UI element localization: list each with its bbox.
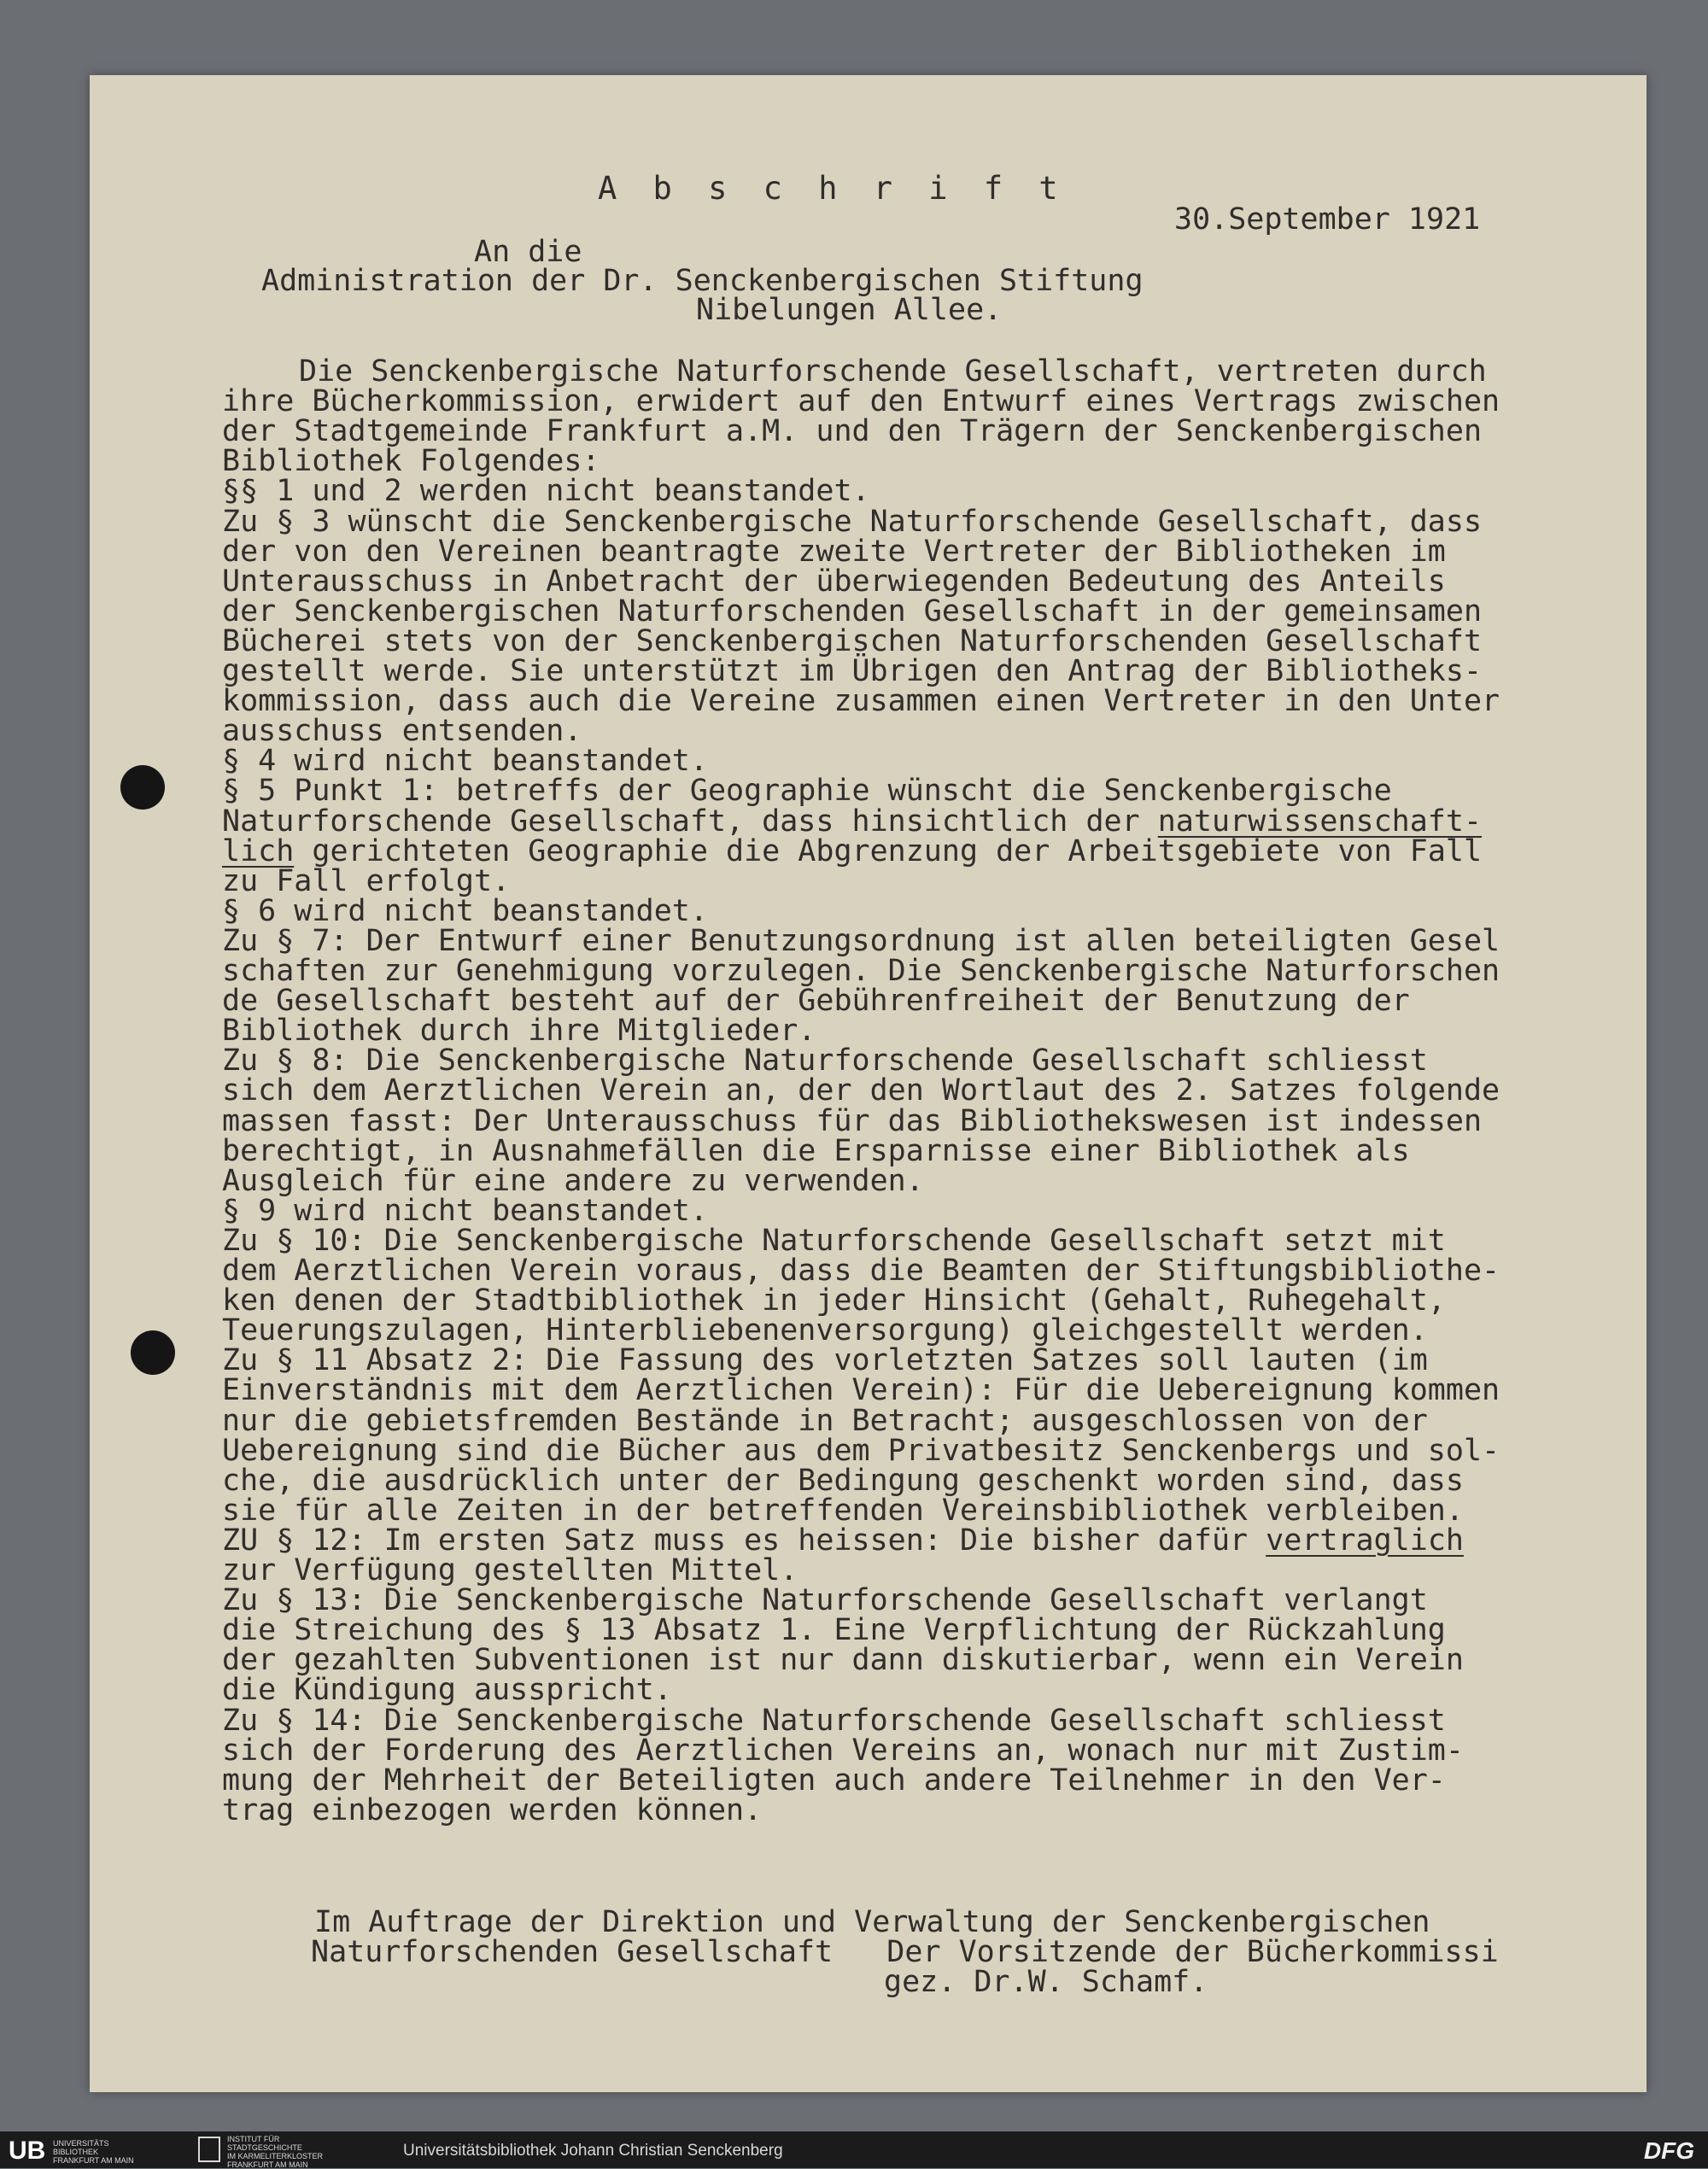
ub-logo: UB xyxy=(9,2137,46,2165)
document-date: 30.September 1921 xyxy=(1174,202,1481,237)
body-line: § 6 wird nicht beanstandet. xyxy=(222,894,708,928)
body-line: zu Fall erfolgt. xyxy=(222,864,511,898)
body-line: Zu § 13: Die Senckenbergische Naturforschende Gesellschaft verlangt xyxy=(222,1583,1428,1617)
address-line: Nibelungen Allee. xyxy=(696,293,1003,327)
body-line: §§ 1 und 2 werden nicht beanstandet. xyxy=(222,474,870,508)
body-line: Einverständnis mit dem Aerztlichen Verein): Für die Uebereignung kommen xyxy=(222,1373,1500,1407)
institut-logo-text: INSTITUT FÜR STADTGESCHICHTE IM KARMELITERKLOSTER FRANKFURT AM MAIN xyxy=(227,2135,324,2169)
body-line: sie für alle Zeiten in der betreffenden Vereinsbibliothek verbleiben. xyxy=(222,1494,1464,1528)
body-line: § 5 Punkt 1: betreffs der Geographie wünscht die Senckenbergische xyxy=(222,774,1392,808)
body-line: trag einbezogen werden können. xyxy=(222,1793,763,1827)
institut-logo-mark xyxy=(198,2137,220,2162)
dfg-logo: DFG xyxy=(1643,2137,1694,2164)
address-line: Administration der Dr. Senckenbergischen Stiftung xyxy=(261,264,1144,298)
body-line: massen fasst: Der Unterausschuss für das Bibliothekswesen ist indessen xyxy=(222,1104,1483,1138)
body-line: Zu § 3 wünscht die Senckenbergische Naturforschende Gesellschaft, dass xyxy=(222,505,1483,539)
body-line: die Streichung des § 13 Absatz 1. Eine Verpflichtung der Rückzahlung xyxy=(222,1613,1446,1647)
body-line: Unterausschuss in Anbetracht der überwiegenden Bedeutung des Anteils xyxy=(222,564,1446,599)
body-line: Zu § 7: Der Entwurf einer Benutzungsordnung ist allen beteiligten Gesel xyxy=(222,924,1500,958)
body-line: Bücherei stets von der Senckenbergischen Naturforschenden Gesellschaft xyxy=(222,624,1483,658)
body-line: der von den Vereinen beantragte zweite Vertreter der Bibliotheken im xyxy=(222,535,1446,569)
body-line: sich der Forderung des Aerztlichen Vereins an, wonach nur mit Zustim- xyxy=(222,1733,1464,1768)
closing-line: Im Auftrage der Direktion und Verwaltung der Senckenbergischen xyxy=(314,1905,1430,1939)
body-line: die Kündigung ausspricht. xyxy=(222,1673,672,1707)
ub-logo-text: UNIVERSITÄTS BIBLIOTHEK FRANKFURT AM MAIN xyxy=(53,2139,134,2165)
body-line: Bibliothek Folgendes: xyxy=(222,444,600,478)
body-line: sich dem Aerztlichen Verein an, der den Wortlaut des 2. Satzes folgende xyxy=(222,1073,1500,1108)
body-line: Ausgleich für eine andere zu verwenden. xyxy=(222,1164,924,1198)
body-line: lich gerichteten Geographie die Abgrenzung der Arbeitsgebiete von Fall xyxy=(222,834,1483,868)
body-line: der Senckenbergischen Naturforschenden Gesellschaft in der gemeinsamen xyxy=(222,594,1483,628)
document-title: A b s c h r i f t xyxy=(598,170,1067,207)
body-line: de Gesellschaft besteht auf der Gebührenfreiheit der Benutzung der xyxy=(222,984,1410,1018)
body-line: Zu § 11 Absatz 2: Die Fassung des vorletzten Satzes soll lauten (im xyxy=(222,1343,1428,1377)
body-line: kommission, dass auch die Vereine zusammen einen Vertreter in den Unter xyxy=(222,684,1500,718)
address-line: An die xyxy=(474,235,582,269)
punch-hole-bottom xyxy=(131,1330,175,1375)
library-name: Universitätsbibliothek Johann Christian Senckenberg xyxy=(403,2142,783,2160)
body-line: gestellt werde. Sie unterstützt im Übrigen den Antrag der Bibliotheks- xyxy=(222,654,1483,688)
document-page xyxy=(90,75,1647,2092)
closing-line: Naturforschenden Gesellschaft Der Vorsitzende der Bücherkommissi xyxy=(311,1935,1499,1969)
body-line: mung der Mehrheit der Beteiligten auch andere Teilnehmer in den Ver- xyxy=(222,1763,1446,1798)
body-line: Teuerungszulagen, Hinterbliebenenversorgung) gleichgestellt werden. xyxy=(222,1313,1428,1348)
body-line: dem Aerztlichen Verein voraus, dass die Beamten der Stiftungsbibliothe- xyxy=(222,1254,1500,1288)
body-line: ihre Bücherkommission, erwidert auf den Entwurf eines Vertrags zwischen xyxy=(222,384,1500,418)
body-line: Zu § 8: Die Senckenbergische Naturforschende Gesellschaft schliesst xyxy=(222,1044,1428,1078)
body-line: berechtigt, in Ausnahmefällen die Ersparnisse einer Bibliothek als xyxy=(222,1134,1410,1168)
body-line: nur die gebietsfremden Bestände in Betracht; ausgeschlossen von der xyxy=(222,1404,1428,1438)
body-line: § 4 wird nicht beanstandet. xyxy=(222,744,708,778)
body-line: ken denen der Stadtbibliothek in jeder Hinsicht (Gehalt, Ruhegehalt, xyxy=(222,1283,1446,1318)
body-line: Die Senckenbergische Naturforschende Gesellschaft, vertreten durch xyxy=(299,354,1487,389)
body-line: zur Verfügung gestellten Mittel. xyxy=(222,1553,798,1587)
body-line: der Stadtgemeinde Frankfurt a.M. und den Trägern der Senckenbergischen xyxy=(222,414,1483,448)
body-line: Zu § 14: Die Senckenbergische Naturforschende Gesellschaft schliesst xyxy=(222,1704,1446,1738)
signature-line: gez. Dr.W. Schamf. xyxy=(884,1965,1208,1999)
body-line: Zu § 10: Die Senckenbergische Naturforschende Gesellschaft setzt mit xyxy=(222,1224,1446,1258)
body-line: Bibliothek durch ihre Mitglieder. xyxy=(222,1014,816,1048)
body-line: ausschuss entsenden. xyxy=(222,714,582,748)
body-line: Naturforschende Gesellschaft, dass hinsichtlich der naturwissenschaft- xyxy=(222,804,1483,839)
body-line: Uebereignung sind die Bücher aus dem Privatbesitz Senckenbergs und sol- xyxy=(222,1434,1500,1468)
body-line: schaften zur Genehmigung vorzulegen. Die Senckenbergische Naturforschen xyxy=(222,954,1500,988)
body-line: § 9 wird nicht beanstandet. xyxy=(222,1194,708,1228)
body-line: che, die ausdrücklich unter der Bedingung geschenkt worden sind, dass xyxy=(222,1464,1464,1498)
body-line: ZU § 12: Im ersten Satz muss es heissen: Die bisher dafür vertraglich xyxy=(222,1523,1464,1558)
viewer-footer xyxy=(0,2131,1708,2168)
body-line: der gezahlten Subventionen ist nur dann diskutierbar, wenn ein Verein xyxy=(222,1643,1464,1677)
punch-hole-top xyxy=(120,765,165,810)
